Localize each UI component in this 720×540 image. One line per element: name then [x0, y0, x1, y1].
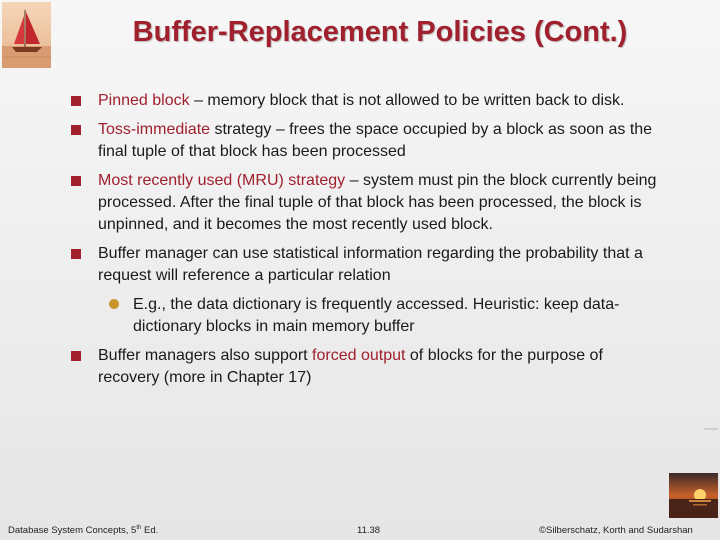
item-text: Buffer manager can use statistical information regarding the probability that a request will reference a particular relation	[98, 245, 643, 285]
item-text-post: of blocks for the purpose of recovery (more in Chapter 17)	[98, 347, 603, 387]
term-pinned-block: Pinned block	[98, 92, 190, 109]
sub-list-item	[69, 294, 659, 338]
sunset-image	[669, 473, 718, 518]
bullet-list	[69, 90, 659, 397]
decorative-divider	[704, 428, 718, 430]
item-text-pre: Buffer managers also support	[98, 347, 313, 365]
item-text: – system must pin the block currently being processed. After the final tuple of that block has been processed, the block is unpinned, and it becomes the most recently used block.	[98, 172, 657, 233]
square-bullet-icon	[71, 351, 81, 361]
list-item	[69, 90, 659, 112]
footer-book: Database System Concepts, 5th Ed.	[8, 525, 159, 537]
item-text: – memory block that is not allowed to be written back to disk.	[189, 92, 625, 109]
square-bullet-icon	[71, 125, 81, 135]
term-mru-strategy: Most recently used (MRU) strategy	[98, 172, 346, 190]
term-forced-output: forced output	[312, 347, 406, 365]
footer-page-number: 11.38	[357, 525, 381, 536]
list-item	[69, 119, 659, 163]
square-bullet-icon	[71, 249, 81, 259]
sub-item-text: E.g., the data dictionary is frequently accessed. Heuristic: keep data-dictionary blocks in main memory buffer	[133, 296, 620, 336]
slide-title-wrap	[0, 16, 720, 49]
slide-title: Buffer-Replacement Policies (Cont.)	[132, 16, 628, 48]
list-item	[69, 243, 659, 287]
item-text: strategy – frees the space occupied by a block as soon as the final tuple of that block has been processed	[98, 121, 653, 161]
list-item	[69, 170, 659, 235]
footer-copyright: ©Silberschatz, Korth and Sudarshan	[539, 525, 693, 536]
list-item	[69, 345, 659, 389]
square-bullet-icon	[71, 176, 81, 186]
square-bullet-icon	[71, 96, 81, 106]
term-toss-immediate: Toss-immediate	[98, 121, 211, 139]
round-bullet-icon	[109, 299, 119, 309]
